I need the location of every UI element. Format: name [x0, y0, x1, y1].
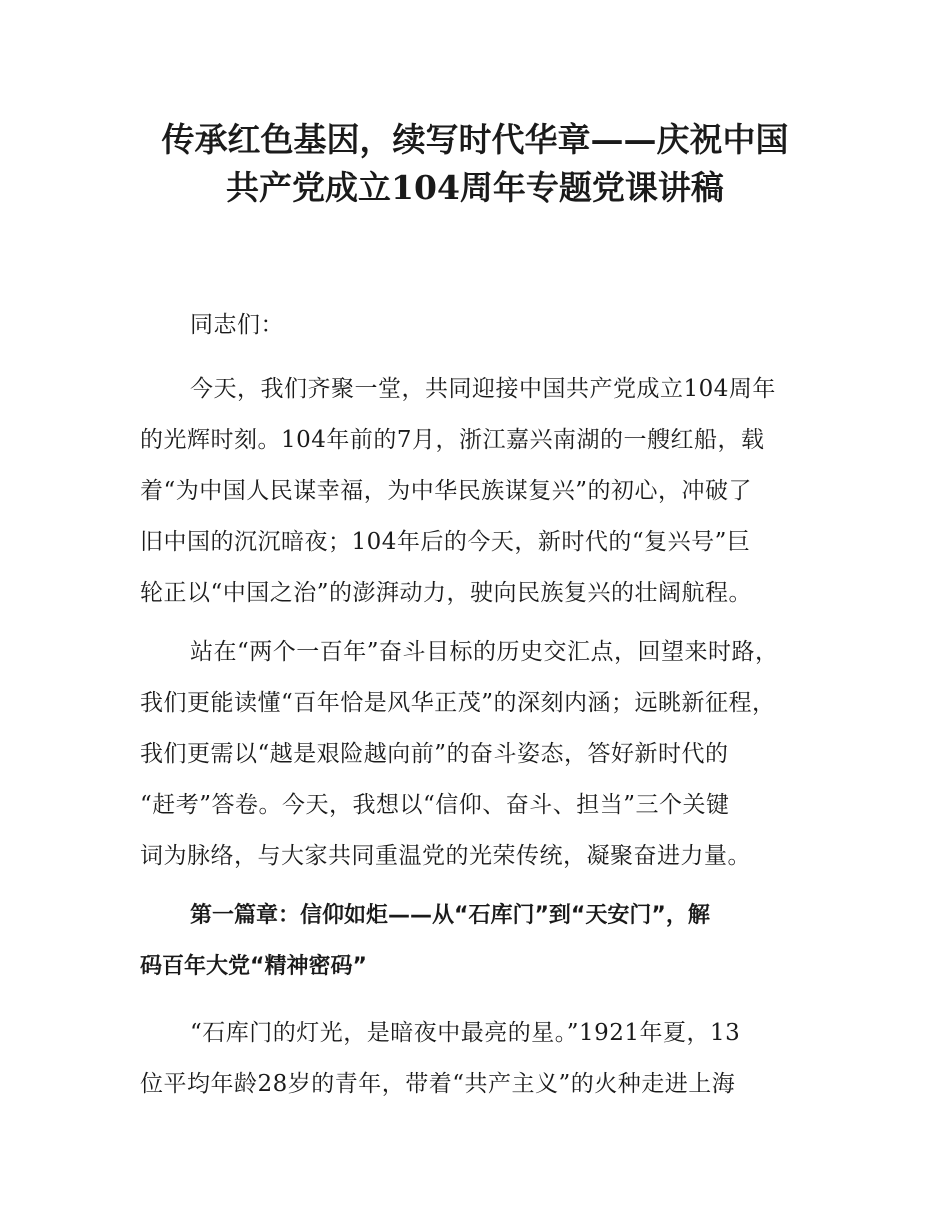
paragraph-2-line-3: 我们更需以“越是艰险越向前”的奋斗姿态，答好新时代的	[140, 741, 729, 767]
document-title-line-1: 传承红色基因，续写时代华章——庆祝中国	[161, 120, 789, 159]
paragraph-3-line-2: 位平均年龄28岁的青年，带着“共产主义”的火种走进上海	[140, 1071, 736, 1097]
chapter-1-heading-line-2: 码百年大党“精神密码”	[140, 954, 367, 979]
paragraph-1-line-3: 着“为中国人民谋幸福，为中华民族谋复兴”的初心，冲破了	[140, 478, 753, 504]
paragraph-2-line-5: 词为脉络，与大家共同重温党的光荣传统，凝聚奋进力量。	[140, 843, 751, 869]
paragraph-1-line-4: 旧中国的沉沉暗夜；104年后的今天，新时代的“复兴号”巨	[140, 529, 751, 555]
document-title-line-2: 共产党成立104周年专题党课讲稿	[226, 168, 724, 207]
paragraph-1-line-1: 今天，我们齐聚一堂，共同迎接中国共产党成立104周年	[190, 376, 776, 402]
paragraph-1-line-2: 的光辉时刻。104年前的7月，浙江嘉兴南湖的一艘红船，载	[140, 427, 765, 453]
paragraph-1-line-5: 轮正以“中国之治”的澎湃动力，驶向民族复兴的壮阔航程。	[140, 580, 753, 606]
paragraph-2-line-2: 我们更能读懂“百年恰是风华正茂”的深刻内涵；远眺新征程，	[140, 690, 776, 716]
paragraph-2-line-1: 站在“两个一百年”奋斗目标的历史交汇点，回望来时路，	[190, 639, 779, 665]
paragraph-3-line-1: “石库门的灯光，是暗夜中最亮的星。”1921年夏，13	[190, 1020, 741, 1046]
paragraph-2-line-4: “赶考”答卷。今天，我想以“信仰、奋斗、担当”三个关键	[140, 792, 730, 818]
chapter-1-heading-line-1: 第一篇章：信仰如炬——从“石库门”到“天安门”，解	[190, 903, 710, 928]
salutation: 同志们：	[190, 312, 284, 338]
